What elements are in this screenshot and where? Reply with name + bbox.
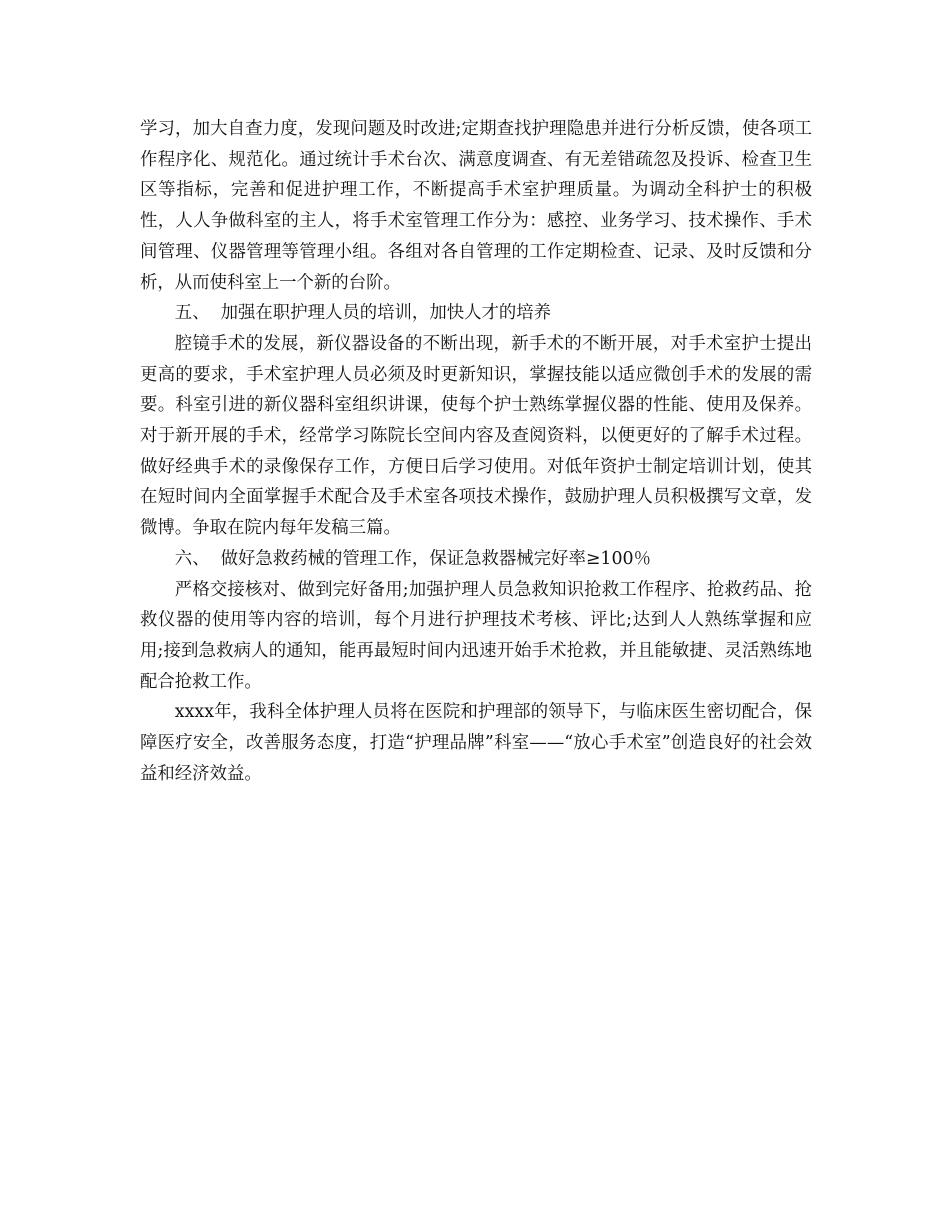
paragraph-conclusion: xxxx年，我科全体护理人员将在医院和护理部的领导下，与临床医生密切配合，保障医疗安全，改善服务态度，打造“护理品牌”科室——“放心手术室”创造良好的社会效益和经济效益。 bbox=[140, 702, 812, 784]
paragraph-emergency: 严格交接核对、做到完好备用;加强护理人员急救知识抢救工作程序、抢救药品、抢救仪器的使用等内容的培训，每个月进行护理技术考核、评比;达到人人熟练掌握和应用;接到急救病人的通知，能再最短时间内迅速开始手术抢救，并且能敏捷、灵活熟练地配合抢救工作。 bbox=[140, 579, 812, 692]
document-body bbox=[140, 114, 812, 789]
section-heading-six: 六、 做好急救药械的管理工作，保证急救器械完好率≥100％ bbox=[174, 548, 651, 569]
section-heading-five: 五、 加强在职护理人员的培训，加快人才的培养 bbox=[174, 303, 552, 324]
paragraph-training: 腔镜手术的发展，新仪器设备的不断出现，新手术的不断开展，对手术室护士提出更高的要求，手术室护理人员必须及时更新知识，掌握技能以适应微创手术的发展的需要。科室引进的新仪器科室组织讲课，使每个护士熟练掌握仪器的性能、使用及保养。对于新开展的手术，经常学习陈院长空间内容及查阅资料，以便更好的了解手术过程。做好经典手术的录像保存工作，方便日后学习使用。对低年资护士制定培训计划，使其在短时间内全面掌握手术配合及手术室各项技术操作，鼓励护理人员积极撰写文章，发微博。争取在院内每年发稿三篇。 bbox=[140, 333, 812, 539]
paragraph-continuation: 学习，加大自查力度，发现问题及时改进;定期查找护理隐患并进行分析反馈，使各项工作程序化、规范化。通过统计手术台次、满意度调查、有无差错疏忽及投诉、检查卫生区等指标，完善和促进护理工作，不断提高手术室护理质量。为调动全科护士的积极性，人人争做科室的主人，将手术室管理工作分为：感控、业务学习、技术操作、手术间管理、仪器管理等管理小组。各组对各自管理的工作定期检查、记录、及时反馈和分析，从而使科室上一个新的台阶。 bbox=[140, 119, 812, 293]
